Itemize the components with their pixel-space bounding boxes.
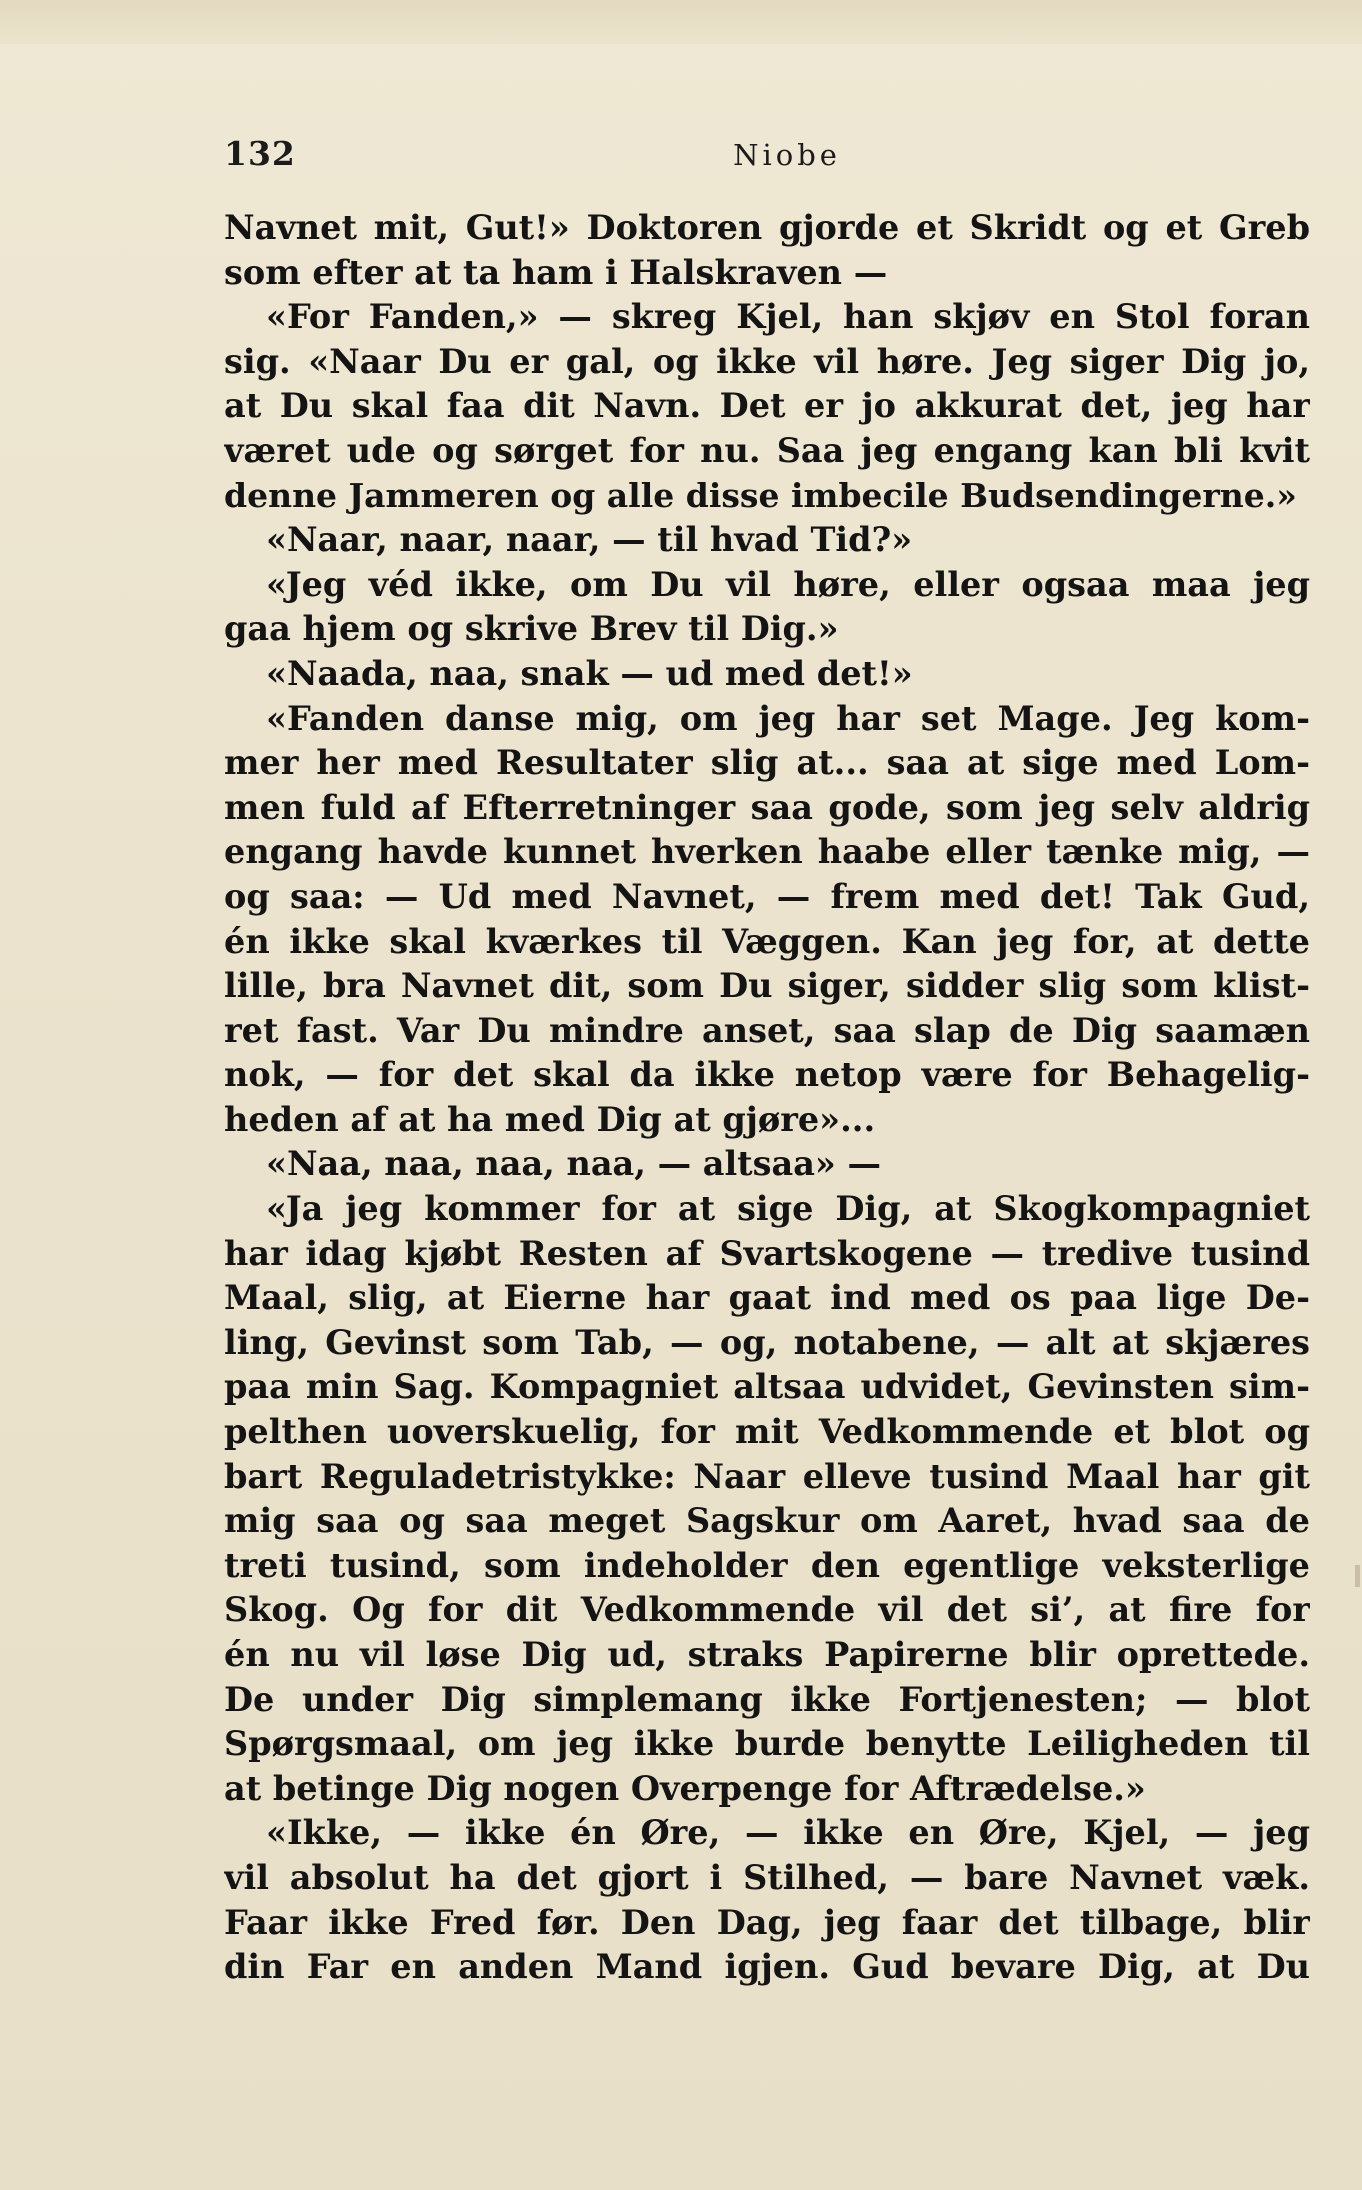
text-line: «Ja jeg kommer for at sige Dig, at Skogkompagniet (266, 1189, 1310, 1229)
text-line: at betinge Dig nogen Overpenge for Aftrædelse.» (224, 1768, 1146, 1808)
text-line: lille, bra Navnet dit, som Du siger, sidder slig som klist- (224, 966, 1310, 1006)
text-line: gaa hjem og skrive Brev til Dig.» (224, 609, 839, 649)
page-top-edge (0, 0, 1362, 44)
text-line: paa min Sag. Kompagniet altsaa udvidet, Gevinsten sim- (224, 1367, 1310, 1407)
text-line: som efter at ta ham i Halskraven — (224, 252, 888, 292)
text-line: Skog. Og for dit Vedkommende vil det si’, at fire for (224, 1590, 1310, 1630)
text-line: din Far en anden Mand igjen. Gud bevare Dig, at Du (224, 1947, 1310, 1987)
text-line: været ude og sørget for nu. Saa jeg engang kan bli kvit (224, 430, 1310, 470)
text-line: ling, Gevinst som Tab, — og, notabene, — alt at skjæres (224, 1322, 1310, 1362)
text-line: pelthen uoverskuelig, for mit Vedkommende et blot og (224, 1412, 1310, 1452)
text-line: engang havde kunnet hverken haabe eller tænke mig, — (224, 832, 1310, 872)
page-edge-mark (1355, 1565, 1360, 1587)
text-line: og saa: — Ud med Navnet, — frem med det! Tak Gud, (224, 876, 1310, 916)
text-line: De under Dig simplemang ikke Fortjenesten; — blot (224, 1679, 1310, 1719)
text-line: nok, — for det skal da ikke netop være for Behagelig- (224, 1055, 1310, 1095)
text-line: men fuld af Efterretninger saa gode, som jeg selv aldrig (224, 787, 1310, 827)
text-line: «Naa, naa, naa, naa, — altsaa» — (266, 1144, 882, 1184)
text-line: har idag kjøbt Resten af Svartskogene — tredive tusind (224, 1233, 1310, 1273)
text-line: at Du skal faa dit Navn. Det er jo akkurat det, jeg har (224, 386, 1310, 426)
text-line: mer her med Resultater slig at... saa at sige med Lom- (224, 743, 1310, 783)
page-number: 132 (224, 134, 296, 173)
text-line: «Fanden danse mig, om jeg har set Mage. Jeg kom- (266, 698, 1310, 738)
text-line: «Ikke, — ikke én Øre, — ikke en Øre, Kjel, — jeg (266, 1813, 1310, 1853)
text-line: «For Fanden,» — skreg Kjel, han skjøv en Stol foran (266, 297, 1310, 337)
text-line: ret fast. Var Du mindre anset, saa slap de Dig saamæn (224, 1010, 1310, 1050)
text-line: «Jeg véd ikke, om Du vil høre, eller ogsaa maa jeg (266, 564, 1310, 604)
text-line: Faar ikke Fred før. Den Dag, jeg faar det tilbage, blir (224, 1902, 1310, 1942)
text-line: Spørgsmaal, om jeg ikke burde benytte Leiligheden til (224, 1724, 1310, 1764)
text-line: vil absolut ha det gjort i Stilhed, — bare Navnet væk. (224, 1857, 1310, 1897)
text-line: «Naada, naa, snak — ud med det!» (266, 653, 913, 693)
text-line: Navnet mit, Gut!» Doktoren gjorde et Skridt og et Greb (224, 208, 1310, 247)
page-header (224, 134, 1310, 182)
running-title: Niobe (733, 138, 841, 172)
text-line: bart Reguladetristykke: Naar elleve tusind Maal har git (224, 1456, 1310, 1496)
text-line: denne Jammeren og alle disse imbecile Budsendingerne.» (224, 475, 1297, 515)
text-line: Maal, slig, at Eierne har gaat ind med os paa lige De- (224, 1278, 1310, 1318)
text-line: heden af at ha med Dig at gjøre»... (224, 1099, 876, 1139)
body-text (224, 206, 1310, 1990)
text-line: treti tusind, som indeholder den egentlige veksterlige (224, 1545, 1310, 1585)
text-line: én nu vil løse Dig ud, straks Papirerne blir oprettede. (224, 1635, 1310, 1674)
text-line: «Naar, naar, naar, — til hvad Tid?» (266, 520, 913, 560)
text-line: sig. «Naar Du er gal, og ikke vil høre. Jeg siger Dig jo, (224, 341, 1310, 381)
text-line: én ikke skal kværkes til Væggen. Kan jeg for, at dette (224, 921, 1310, 961)
text-line: mig saa og saa meget Sagskur om Aaret, hvad saa de (224, 1501, 1310, 1541)
